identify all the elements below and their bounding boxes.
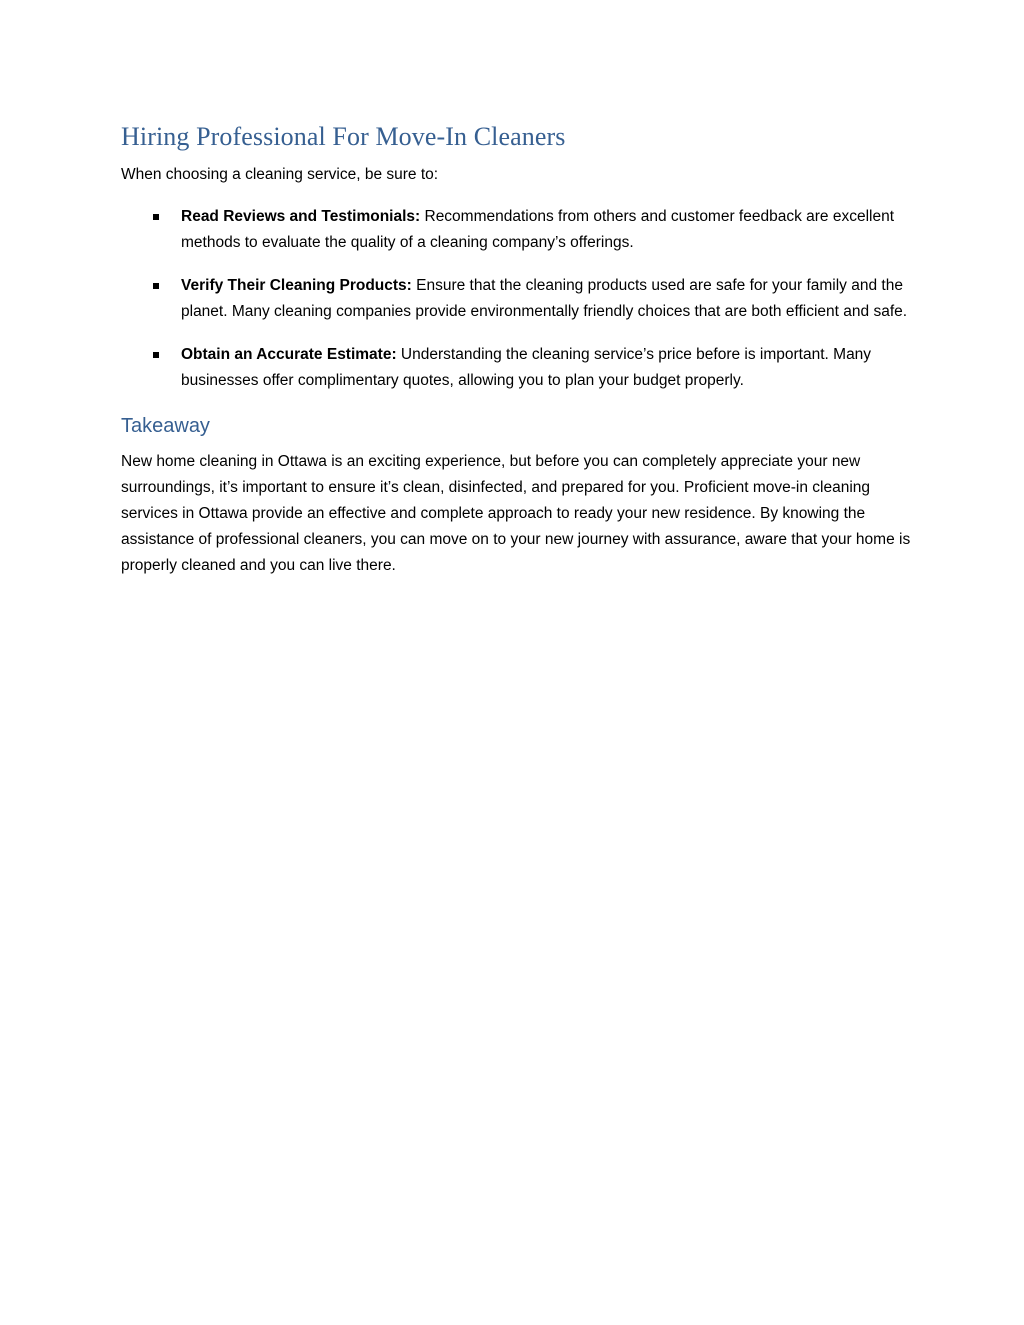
bullet-text: Understanding the cleaning service’s price before is important. Many businesses offer complimentary quotes, allowing you to plan your budget properly. — [181, 346, 872, 389]
document-page — [121, 118, 911, 579]
square-bullet-icon — [153, 283, 159, 289]
bullet-list — [121, 204, 911, 394]
takeaway-heading: Takeaway — [121, 415, 210, 437]
page-title: Hiring Professional For Move-In Cleaners — [121, 122, 566, 151]
list-item — [121, 273, 911, 325]
square-bullet-icon — [153, 352, 159, 358]
intro-text: When choosing a cleaning service, be sure to: — [121, 166, 439, 183]
list-item — [121, 342, 911, 394]
bullet-term: Read Reviews and Testimonials: — [181, 208, 421, 225]
bullet-text: Ensure that the cleaning products used are safe for your family and the planet. Many cleaning companies provide environmentally friendly choices that are both efficient and safe. — [181, 277, 908, 320]
bullet-text: Recommendations from others and customer feedback are excellent methods to evaluate the quality of a cleaning company’s offerings. — [181, 208, 895, 251]
bullet-term: Verify Their Cleaning Products: — [181, 277, 412, 294]
square-bullet-icon — [153, 214, 159, 220]
takeaway-paragraph: New home cleaning in Ottawa is an exciting experience, but before you can completely appreciate your new surroundings, it’s important to ensure it’s clean, disinfected, and prepared for you. Proficient move-in cleaning services in Ottawa provide an effective and complete approach to ready your new residence. By knowing the assistance of professional cleaners, you can move on to your new journey with assurance, aware that your home is properly cleaned and you can live there. — [121, 453, 911, 574]
bullet-term: Obtain an Accurate Estimate: — [181, 346, 397, 363]
list-item — [121, 204, 911, 256]
